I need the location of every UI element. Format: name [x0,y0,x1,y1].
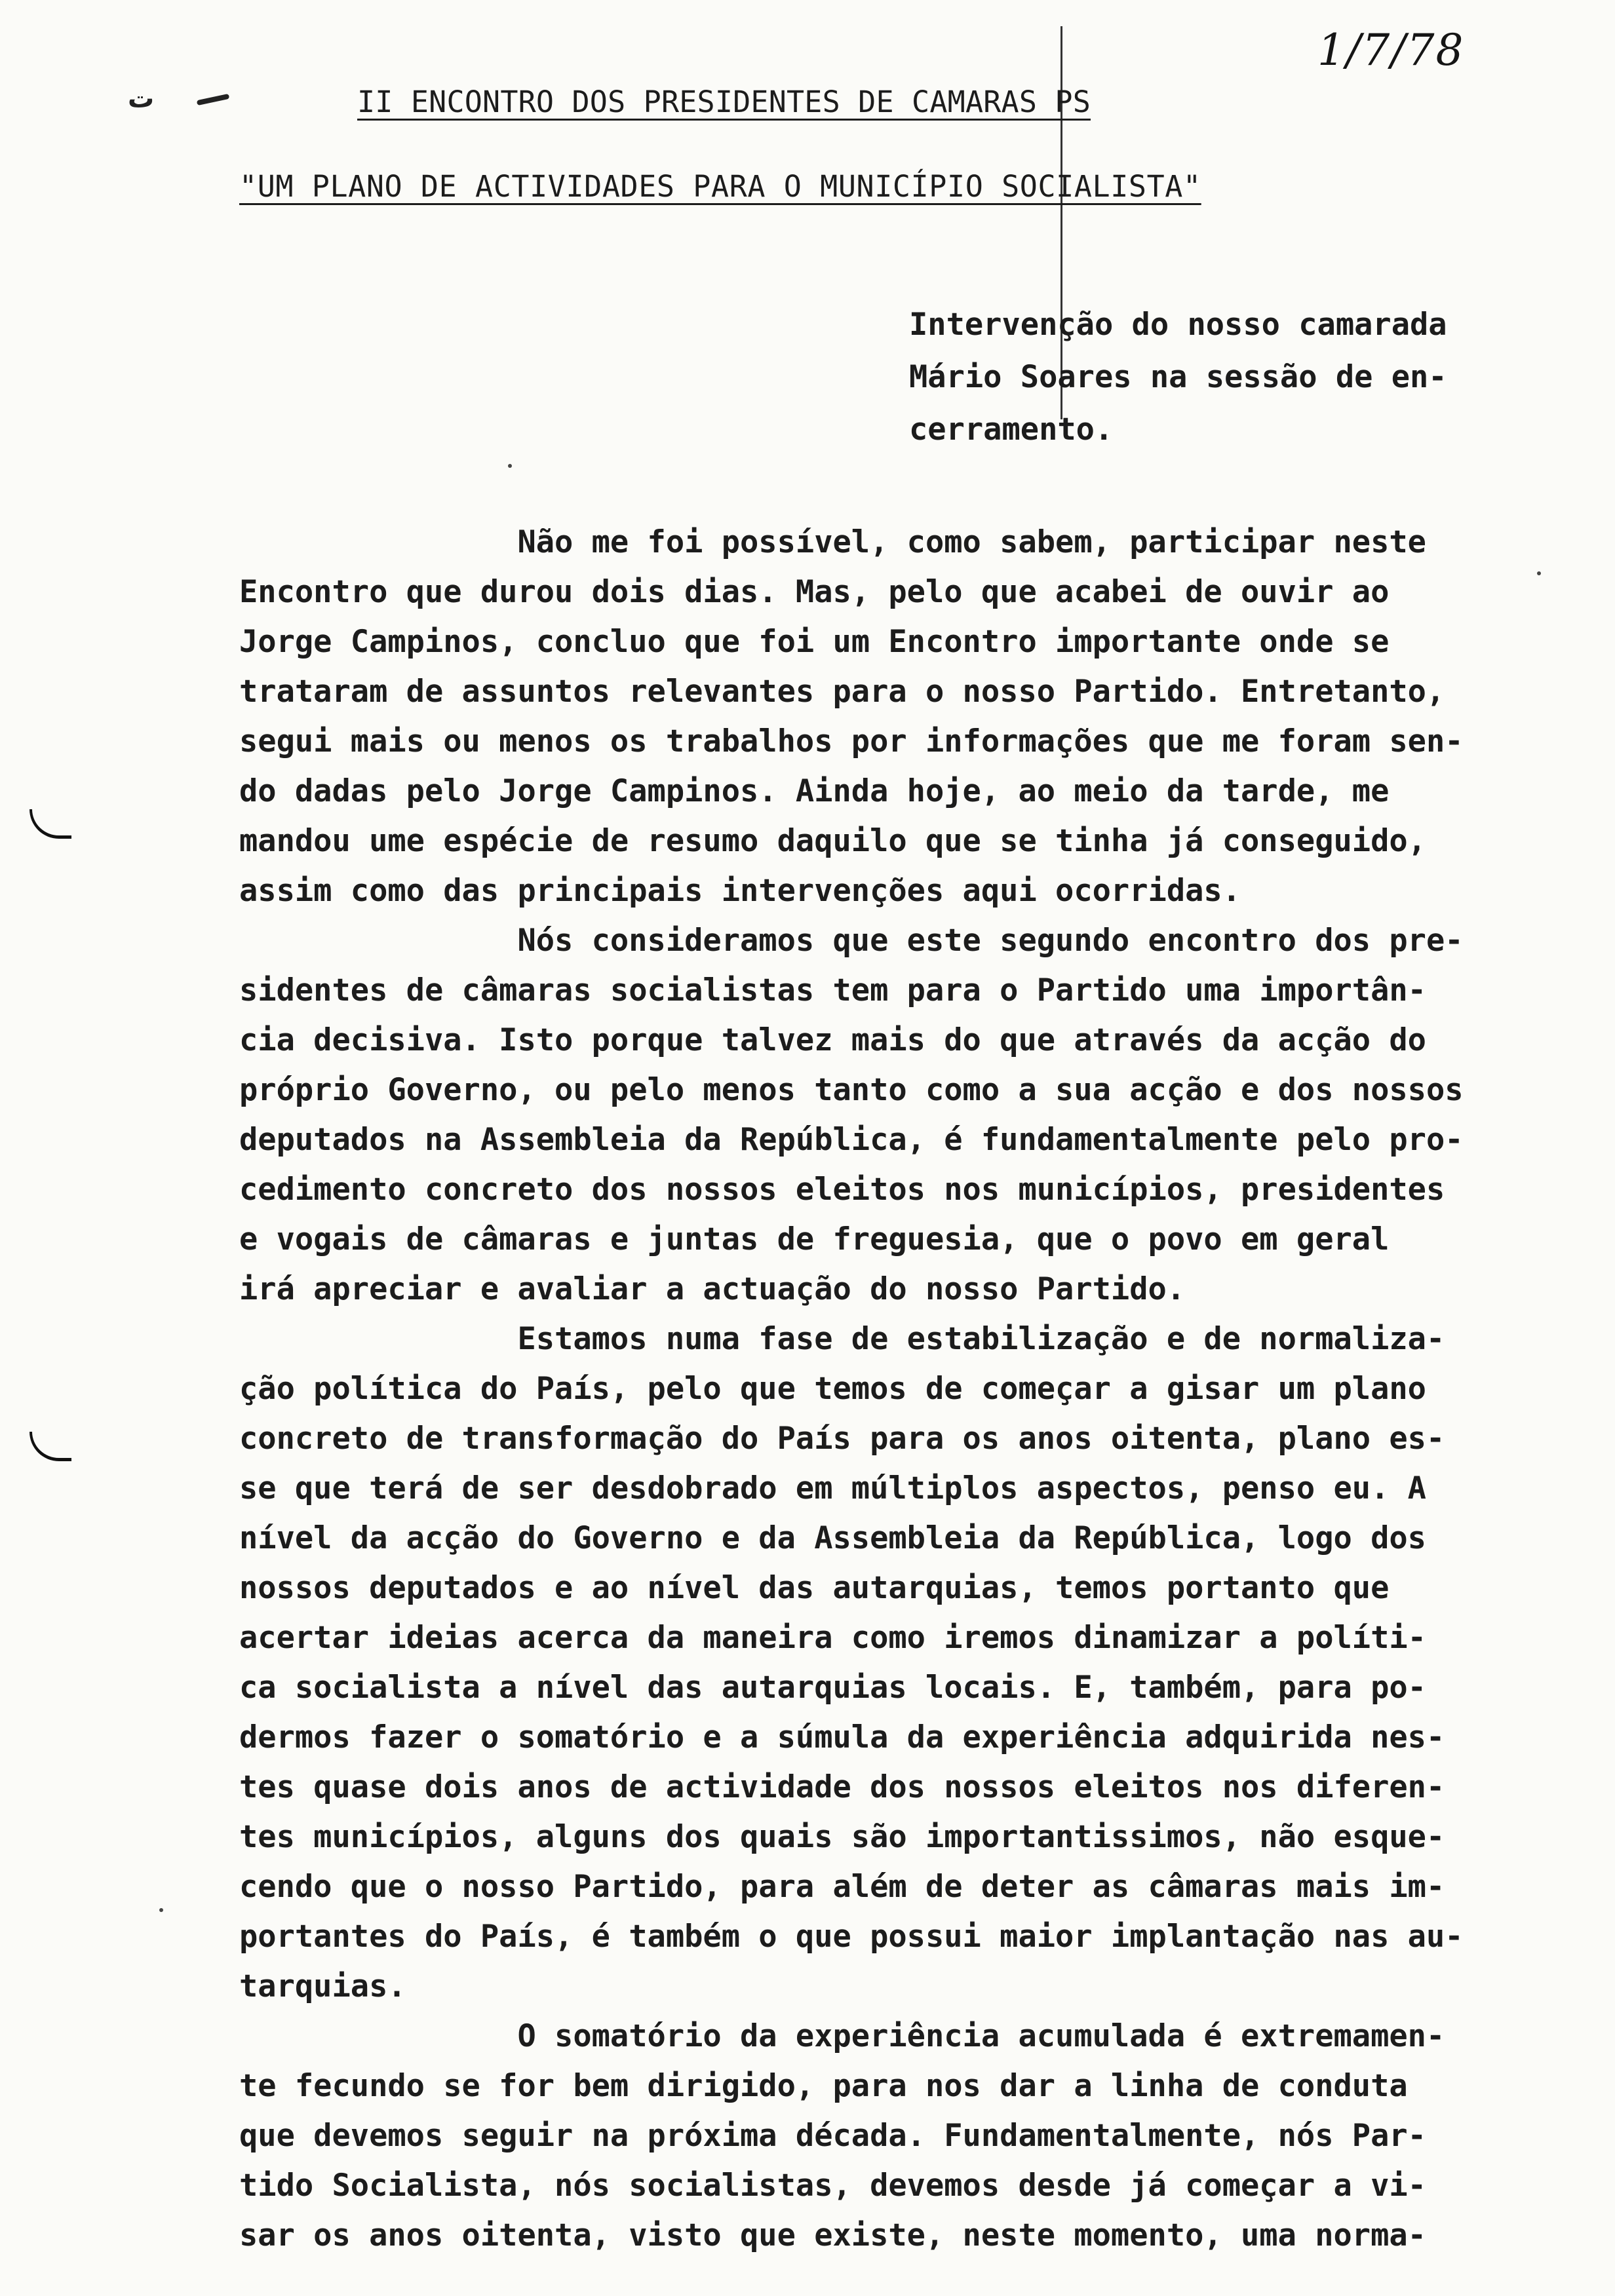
body-line: próprio Governo, ou pelo menos tanto como a sua acção e dos nossos [239,1072,1464,1108]
margin-binding-mark [29,1432,71,1461]
body-line: portantes do País, é também o que possui maior implantação nas au- [239,1919,1464,1955]
body-line: sar os anos oitenta, visto que existe, neste momento, uma norma- [239,2217,1426,2253]
handwritten-date-annotation: 1/7/78 [1317,25,1465,75]
body-line: cendo que o nosso Partido, para além de deter as câmaras mais im- [239,1869,1445,1905]
stray-dot [159,1908,163,1912]
scribble-stroke [197,94,230,105]
body-line: Nós consideramos que este segundo encontro dos pre- [239,923,1464,959]
body-line: assim como das principais intervenções aqui ocorridas. [239,873,1241,909]
body-line: e vogais de câmaras e juntas de freguesia, que o povo em geral [239,1221,1390,1257]
body-line: tes quase dois anos de actividade dos nossos eleitos nos diferen- [239,1769,1445,1805]
body-line: O somatório da experiência acumulada é extremamen- [239,2018,1445,2054]
document-subheading: "UM PLANO DE ACTIVIDADES PARA O MUNICÍPIO SOCIALISTA" [239,169,1201,204]
body-line: Estamos numa fase de estabilização e de normaliza- [239,1321,1445,1357]
body-line: concreto de transformação do País para os anos oitenta, plano es- [239,1421,1445,1457]
body-line: Jorge Campinos, concluo que foi um Encontro importante onde se [239,624,1390,660]
body-line: Não me foi possível, como sabem, participar neste [239,524,1426,560]
document-heading: II ENCONTRO DOS PRESIDENTES DE CAMARAS PS [357,85,1091,119]
margin-binding-mark [29,809,71,839]
body-line: nível da acção do Governo e da Assembleia da República, logo dos [239,1520,1426,1556]
body-line: segui mais ou menos os trabalhos por informações que me foram sen- [239,723,1464,759]
intro-line: Mário Soares na sessão de en- [909,359,1447,395]
stray-dot [1537,571,1541,575]
body-line: dermos fazer o somatório e a súmula da experiência adquirida nes- [239,1719,1445,1755]
intro-line: cerramento. [909,411,1114,448]
intro-note [909,299,1499,456]
body-line: ca socialista a nível das autarquias locais. E, também, para po- [239,1670,1426,1706]
body-line: tido Socialista, nós socialistas, devemos desde já começar a vi- [239,2168,1426,2204]
intro-line: Intervenção do nosso camarada [909,307,1447,343]
stray-dot [508,464,512,468]
body-line: mandou ume espécie de resumo daquilo que se tinha já conseguido, [239,823,1426,859]
body-line: Encontro que durou dois dias. Mas, pelo que acabei de ouvir ao [239,574,1390,610]
body-line: trataram de assuntos relevantes para o nosso Partido. Entretanto, [239,674,1445,710]
body-line: te fecundo se for bem dirigido, para nos dar a linha de conduta [239,2068,1408,2104]
body-line: nossos deputados e ao nível das autarquias, temos portanto que [239,1570,1390,1606]
body-line: sidentes de câmaras socialistas tem para o Partido uma importân- [239,972,1426,1008]
body-line: tes municípios, alguns dos quais são importantissimos, não esque- [239,1819,1445,1855]
body-line: irá apreciar e avaliar a actuação do nosso Partido. [239,1271,1186,1307]
body-line: do dadas pelo Jorge Campinos. Ainda hoje, ao meio da tarde, me [239,773,1390,809]
body-line: se que terá de ser desdobrado em múltiplos aspectos, penso eu. A [239,1470,1426,1506]
body-line: ção política do País, pelo que temos de começar a gisar um plano [239,1371,1426,1407]
body-line: tarquias. [239,1968,406,2004]
body-line: cedimento concreto dos nossos eleitos nos municípios, presidentes [239,1172,1445,1208]
body-line: deputados na Assembleia da República, é fundamentalmente pelo pro- [239,1122,1464,1158]
body-line: cia decisiva. Isto porque talvez mais do que através da acção do [239,1022,1426,1058]
body-line: que devemos seguir na próxima década. Fundamentalmente, nós Par- [239,2118,1426,2154]
body-text [239,518,1517,2261]
handwritten-scribble: ت [128,84,155,114]
body-line: acertar ideias acerca da maneira como iremos dinamizar a políti- [239,1620,1426,1656]
